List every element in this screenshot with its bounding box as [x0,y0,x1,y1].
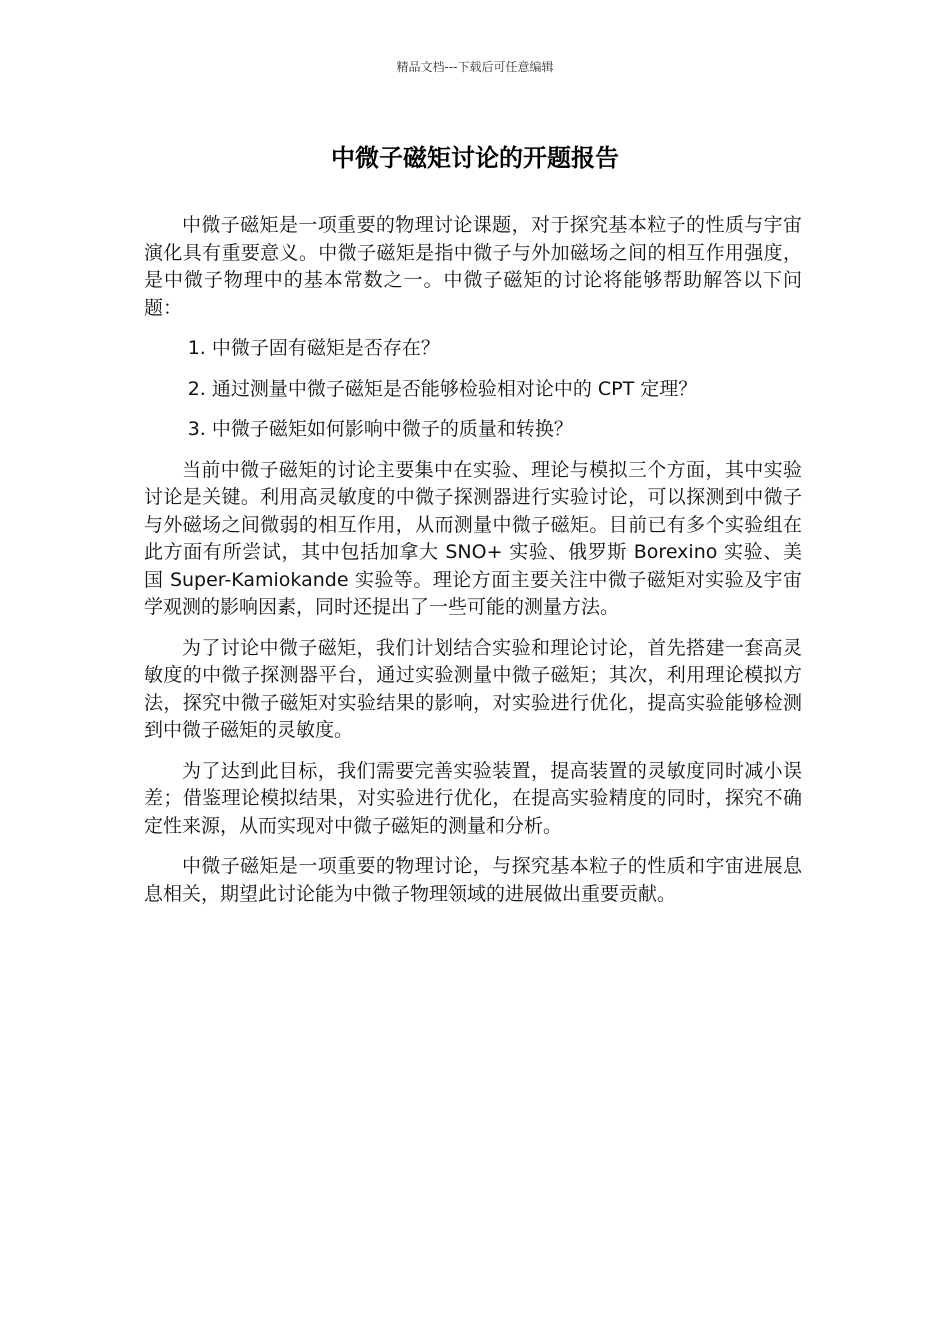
paragraph-goal: 为了达到此目标，我们需要完善实验装置，提高装置的灵敏度同时减小误差；借鉴理论模拟结果，对实验进行优化，在提高实验精度的同时，探究不确定性来源，从而实现对中微子磁矩的测量和分析。 [144,759,802,837]
question-item-3: 3. 中微子磁矩如何影响中微子的质量和转换？ [187,418,573,440]
document-body [144,212,802,921]
paragraph-conclusion: 中微子磁矩是一项重要的物理讨论，与探究基本粒子的性质和宇宙进展息息相关，期望此讨论能为中微子物理领域的进展做出重要贡献。 [144,855,802,905]
paragraph-plan: 为了讨论中微子磁矩，我们计划结合实验和理论讨论，首先搭建一套高灵敏度的中微子探测器平台，通过实验测量中微子磁矩；其次，利用理论模拟方法，探究中微子磁矩对实验结果的影响，对实验进行优化，提高实验能够检测到中微子磁矩的灵敏度。 [144,636,802,741]
document-title: 中微子磁矩讨论的开题报告 [331,144,619,172]
paragraph-current-research: 当前中微子磁矩的讨论主要集中在实验、理论与模拟三个方面，其中实验讨论是关键。利用高灵敏度的中微子探测器进行实验讨论，可以探测到中微子与外磁场之间微弱的相互作用，从而测量中微子磁矩。目前已有多个实验组在此方面有所尝试，其中包括加拿大 SNO+ 实验、俄罗斯 Borexino 实验、美国 Super-Kamiokande 实验等。理论方面主要关注中微子磁矩对实验及宇宙学观测的影响因素，同时还提出了一些可能的测量方法。 [144,458,802,618]
header-note: 精品文档---下载后可任意编辑 [396,60,554,74]
paragraph-intro: 中微子磁矩是一项重要的物理讨论课题，对于探究基本粒子的性质与宇宙演化具有重要意义。中微子磁矩是指中微子与外加磁场之间的相互作用强度，是中微子物理中的基本常数之一。中微子磁矩的讨论将能够帮助解答以下问题： [144,214,802,319]
question-item-2: 2. 通过测量中微子磁矩是否能够检验相对论中的 CPT 定理？ [187,377,698,400]
question-item-1: 1. 中微子固有磁矩是否存在？ [187,337,440,359]
